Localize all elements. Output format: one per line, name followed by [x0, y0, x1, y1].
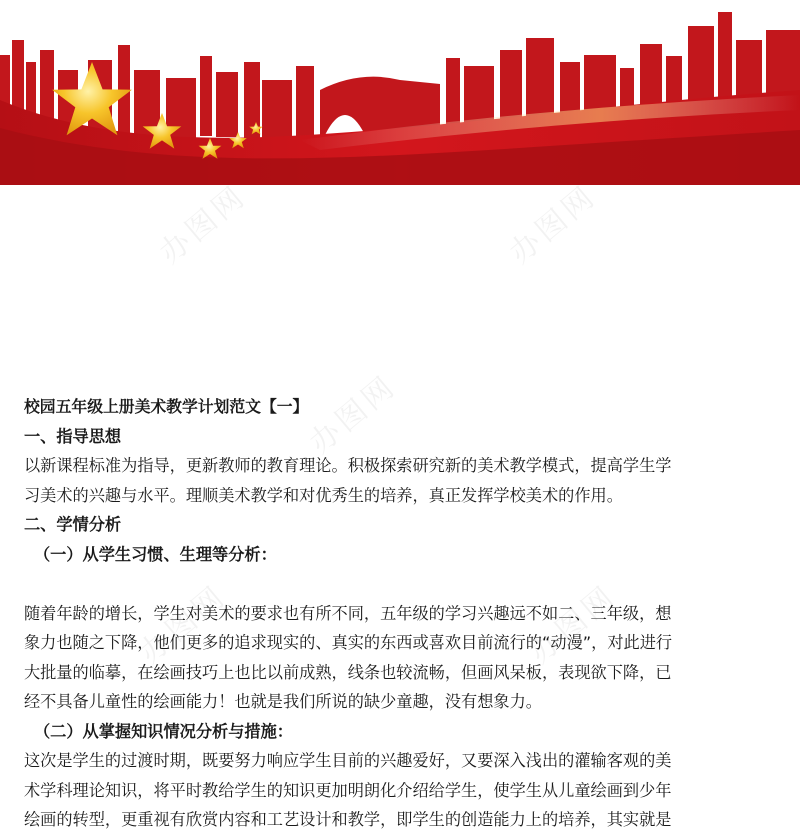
watermark-text: 办图网 [522, 578, 624, 671]
paragraph-line: 这次是学生的过渡时期，既要努力响应学生目前的兴趣爱好，又要深入浅出的灌输客观的美 [24, 751, 672, 770]
paragraph-line: 大批量的临摹，在绘画技巧上也比以前成熟，线条也较流畅，但画风呆板，表现欲下降，已 [24, 662, 672, 682]
watermark-text: 办图网 [152, 178, 254, 271]
watermark-text: 办图网 [502, 178, 604, 271]
paragraph-line: 术学科理论知识，将平时教给学生的知识更加明朗化介绍给学生，使学生从儿童绘画到少年 [24, 780, 672, 800]
subsection-heading-habits: （一）从学生习惯、生理等分析： [34, 544, 277, 564]
paragraph-line: 经不具备儿童性的绘画能力！也就是我们所说的缺少童趣，没有想象力。 [24, 692, 542, 711]
section-heading-student-analysis: 二、学情分析 [24, 515, 122, 534]
subsection-heading-knowledge: （二）从掌握知识情况分析与措施： [34, 721, 293, 741]
header-banner [0, 0, 800, 185]
paragraph-line: 象力也随之下降，他们更多的追求现实的、真实的东西或喜欢目前流行的“动漫”，对此进行 [24, 633, 673, 652]
section-heading-guiding-ideology: 一、指导思想 [24, 426, 122, 446]
paragraph-line: 以新课程标准为指导，更新教师的教育理论。积极探索研究新的美术教学模式，提高学生学 [24, 456, 672, 475]
paragraph-knowledge-measures [24, 746, 782, 835]
watermark-text: 办图网 [302, 368, 404, 461]
skyline-banner-graphic [0, 0, 800, 185]
paragraph-line: 绘画的转型，更重视有欣赏内容和工艺设计和教学，即学生的创造能力上的培养，其实就是 [24, 810, 672, 829]
paragraph-guiding-ideology [24, 451, 782, 510]
paragraph-line: 随着年龄的增长，学生对美术的要求也有所不同，五年级的学习兴趣远不如二、三年级，想 [24, 603, 672, 623]
document-title: 校园五年级上册美术教学计划范文【一】 [24, 397, 309, 416]
paragraph-habits-analysis [24, 599, 782, 717]
watermark-text: 办图网 [132, 578, 234, 671]
paragraph-line: 习美术的兴趣与水平。理顺美术教学和对优秀生的培养，真正发挥学校美术的作用。 [24, 485, 623, 505]
document-body [24, 392, 782, 835]
